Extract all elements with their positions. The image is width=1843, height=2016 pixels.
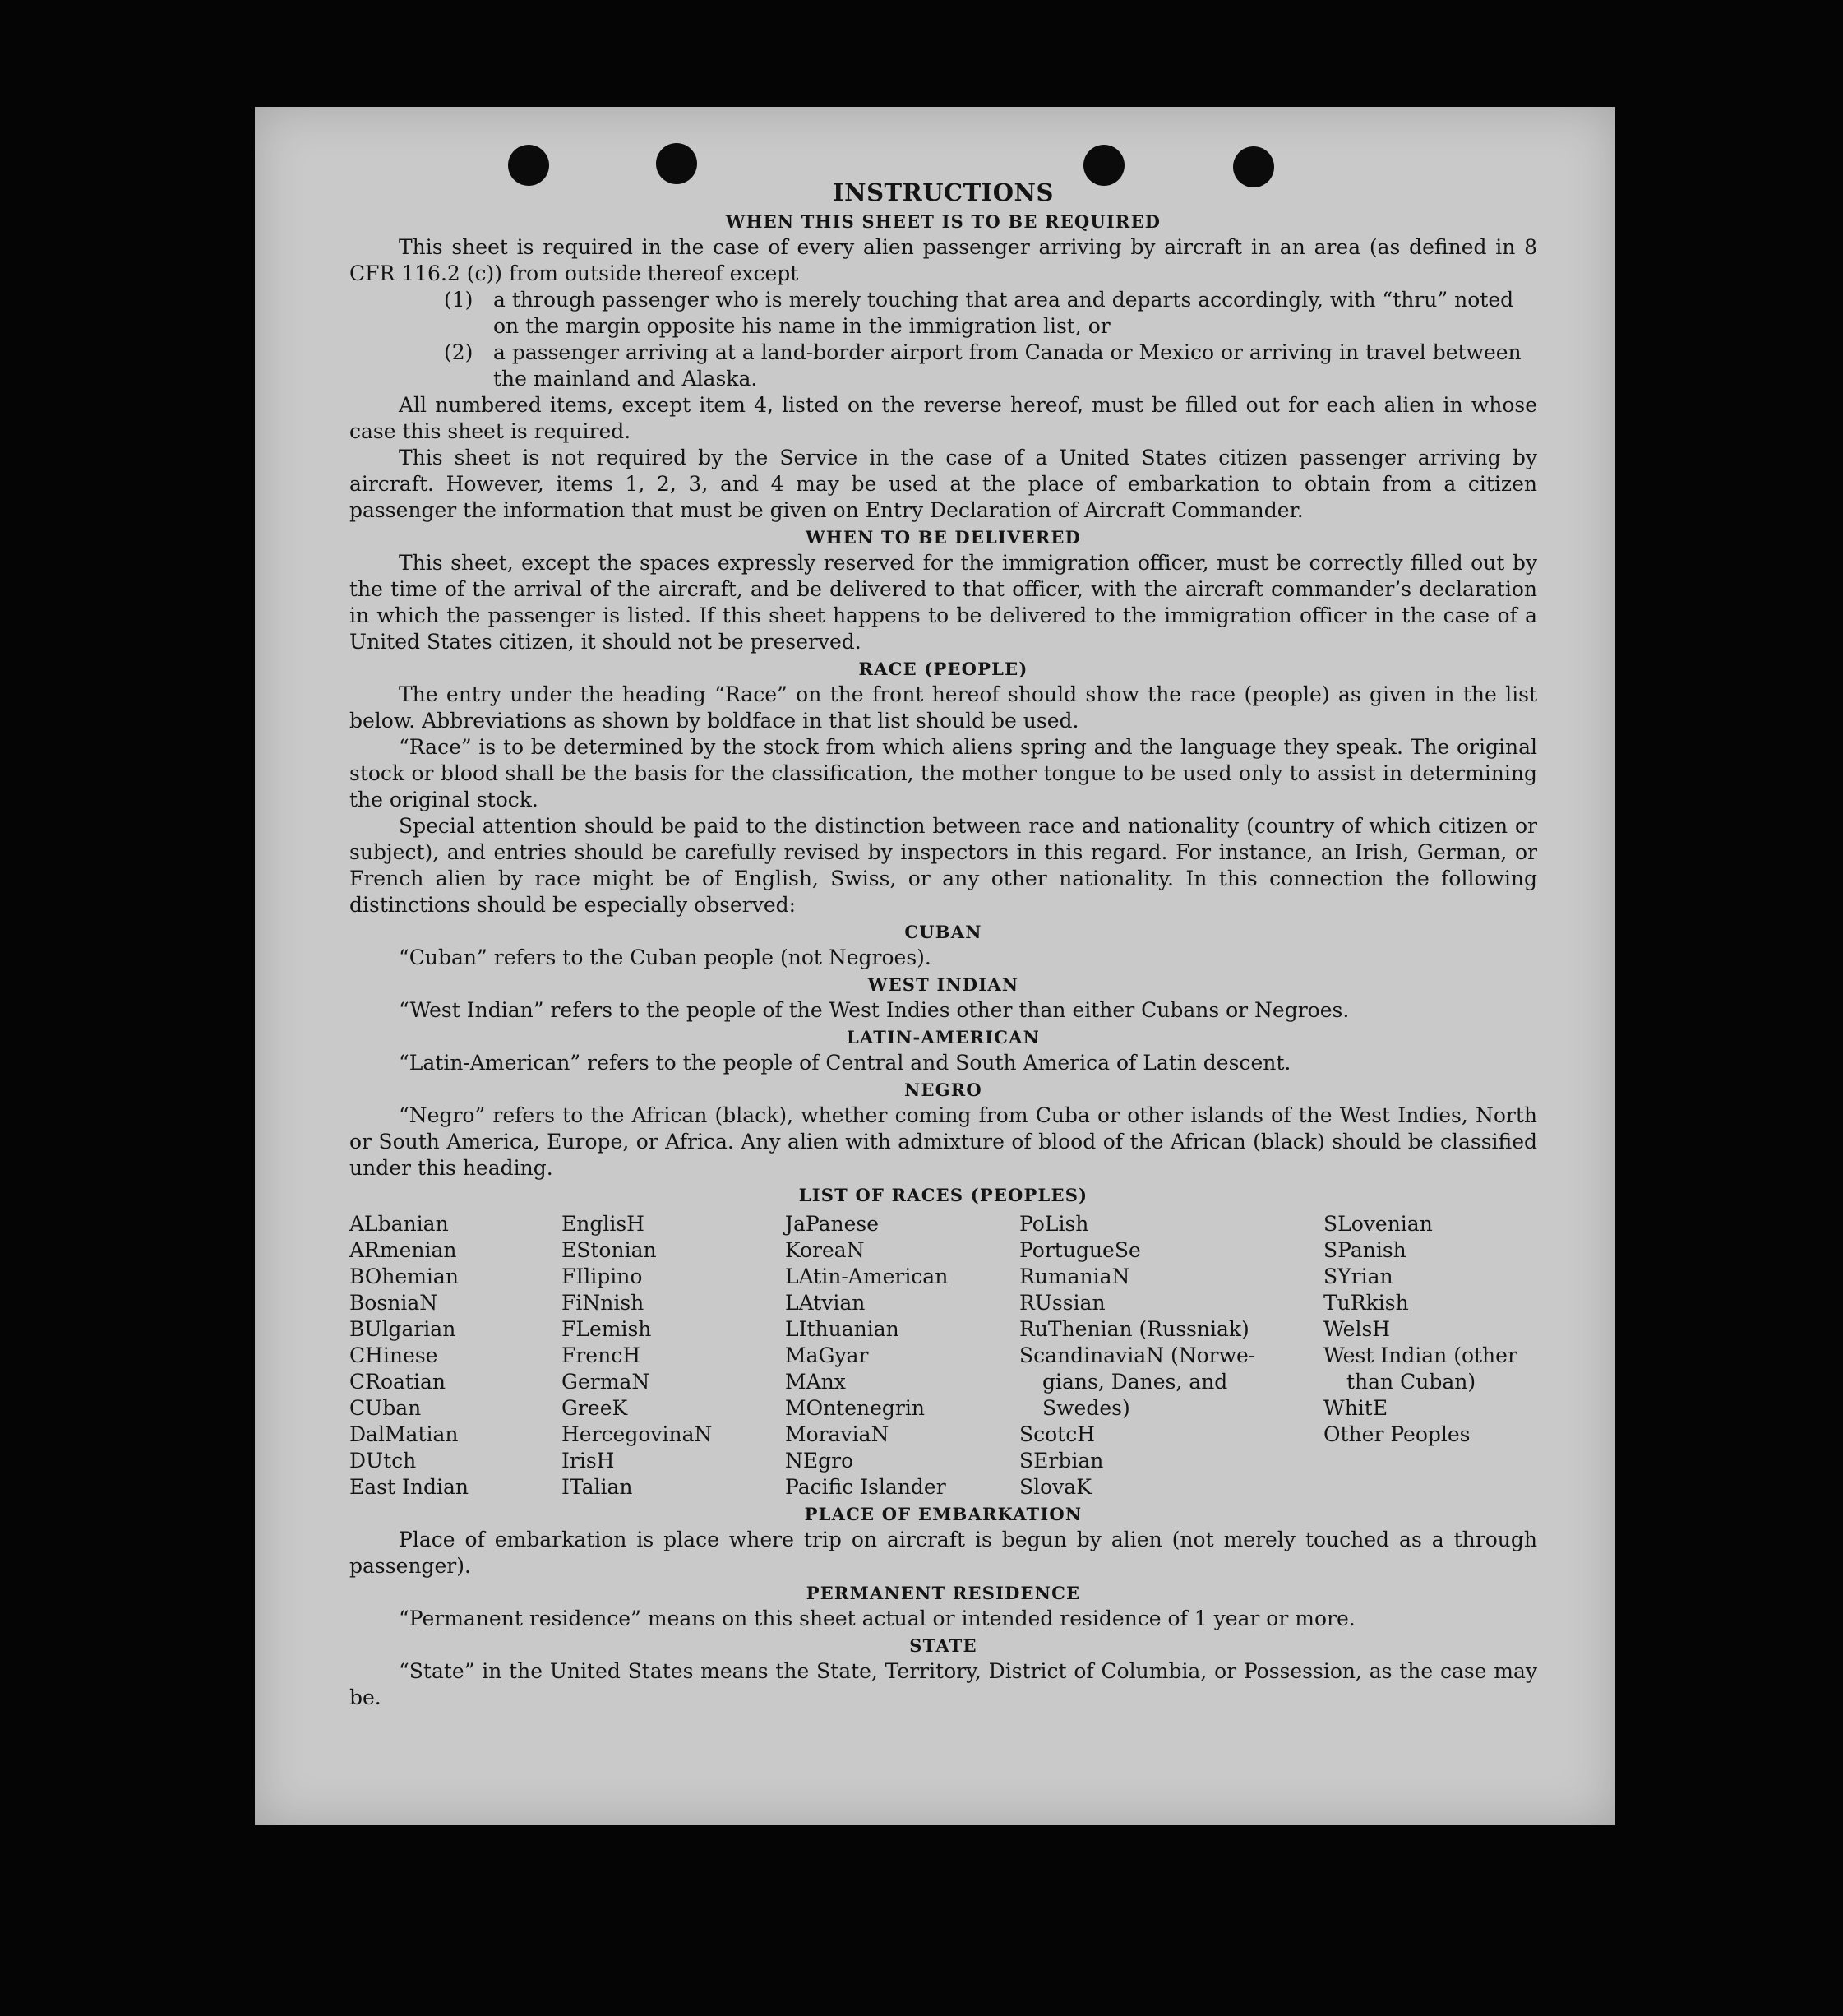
race-entry: SPanish <box>1323 1238 1406 1262</box>
cuban-text: “Cuban” refers to the Cuban people (not Negroes). <box>399 946 931 969</box>
races-list <box>349 1211 1537 1500</box>
race-entry: RuThenian (Russniak) <box>1019 1317 1249 1341</box>
race-entry: SlovaK <box>1019 1475 1092 1499</box>
races-column-1 <box>349 1211 561 1500</box>
race-entry: FiNnish <box>561 1291 644 1315</box>
race-entry: IrisH <box>561 1449 615 1473</box>
race-entry: East Indian <box>349 1475 469 1499</box>
race-entry: DalMatian <box>349 1422 459 1446</box>
race-entry: JaPanese <box>785 1212 880 1236</box>
race-entry: RUssian <box>1019 1291 1106 1315</box>
race-entry: ARmenian <box>349 1238 457 1262</box>
race-entry: PortugueSe <box>1019 1238 1141 1262</box>
race-entry: MoraviaN <box>785 1422 889 1446</box>
race-entry: ALbanian <box>349 1212 449 1236</box>
race-entry: SErbian <box>1019 1449 1104 1473</box>
latin-american-text: “Latin-American” refers to the people of Central and South America of Latin descent. <box>399 1051 1291 1075</box>
race-entry: BUlgarian <box>349 1317 456 1341</box>
race-entry: Other Peoples <box>1323 1422 1471 1446</box>
race-entry: MaGyar <box>785 1343 869 1367</box>
race-entry: NEgro <box>785 1449 854 1473</box>
exception-item-2 <box>349 340 1537 392</box>
race-entry-west-indian-cont: than Cuban) <box>1346 1370 1476 1394</box>
race-entry: GreeK <box>561 1396 628 1420</box>
race-entry: SLovenian <box>1323 1212 1433 1236</box>
page-title: INSTRUCTIONS <box>833 178 1054 206</box>
state-text: “State” in the United States means the State, Territory, District of Columbia, or Possession, as the case may be. <box>349 1659 1537 1709</box>
race-entry: LIthuanian <box>785 1317 899 1341</box>
race-entry: BosniaN <box>349 1291 438 1315</box>
residence-text: “Permanent residence” means on this sheet actual or intended residence of 1 year or more. <box>399 1607 1356 1630</box>
race-entry: LAtvian <box>785 1291 866 1315</box>
heading-required: WHEN THIS SHEET IS TO BE REQUIRED <box>725 211 1162 232</box>
race-entry: BOhemian <box>349 1265 459 1288</box>
heading-list-of-races: LIST OF RACES (PEOPLES) <box>798 1185 1088 1205</box>
race-entry: FLemish <box>561 1317 652 1341</box>
exception-number: (2) <box>444 340 473 364</box>
heading-west-indian: WEST INDIAN <box>867 974 1019 995</box>
heading-state: STATE <box>909 1635 977 1656</box>
exception-text: a passenger arriving at a land-border airport from Canada or Mexico or arriving in travel between the mainland and Alaska. <box>493 340 1522 391</box>
heading-cuban: CUBAN <box>904 922 982 942</box>
race-entry: ITalian <box>561 1475 633 1499</box>
race-entry-west-indian: West Indian (other <box>1323 1343 1517 1367</box>
race-entry-scandinavian-cont: gians, Danes, and <box>1042 1370 1228 1394</box>
race-entry: CUban <box>349 1396 422 1420</box>
race-entry: WelsH <box>1323 1317 1391 1341</box>
races-column-5 <box>1323 1211 1537 1500</box>
heading-latin-american: LATIN-AMERICAN <box>846 1027 1041 1047</box>
required-paragraph-1: This sheet is required in the case of every alien passenger arriving by aircraft in an area (as defined in 8 CFR 116.2 (c)) from outside thereof except <box>349 235 1537 285</box>
race-entry: KoreaN <box>785 1238 865 1262</box>
race-entry: LAtin-American <box>785 1265 949 1288</box>
race-entry: RumaniaN <box>1019 1265 1130 1288</box>
race-entry: DUtch <box>349 1449 417 1473</box>
race-entry: HercegovinaN <box>561 1422 713 1446</box>
race-entry: WhitE <box>1323 1396 1388 1420</box>
race-entry: CHinese <box>349 1343 438 1367</box>
race-paragraph-1: The entry under the heading “Race” on the front hereof should show the race (people) as given in the list below. Abbreviations as shown by boldface in that list should be used. <box>349 682 1537 733</box>
exception-text: a through passenger who is merely touching that area and departs accordingly, with “thru” noted on the margin opposite his name in the immigration list, or <box>493 288 1514 338</box>
instructions-content <box>349 177 1537 1711</box>
race-entry: ScotcH <box>1019 1422 1096 1446</box>
negro-text: “Negro” refers to the African (black), whether coming from Cuba or other islands of the West Indies, North or South America, Europe, or Africa. Any alien with admixture of blood of the African (black) should be classified under this heading. <box>349 1103 1537 1180</box>
races-column-4 <box>1019 1211 1323 1500</box>
race-paragraph-3: Special attention should be paid to the distinction between race and nationality (country of which citizen or subject), and entries should be carefully revised by inspectors in this regard. For instance, an Irish, German, or French alien by race might be of English, Swiss, or any other nationality. In this connection the following distinctions should be especially observed: <box>349 814 1537 917</box>
race-entry: PoLish <box>1019 1212 1089 1236</box>
heading-embarkation: PLACE OF EMBARKATION <box>804 1504 1083 1524</box>
race-entry: SYrian <box>1323 1265 1393 1288</box>
west-indian-text: “West Indian” refers to the people of the West Indies other than either Cubans or Negroes. <box>399 998 1350 1022</box>
race-entry: FrencH <box>561 1343 640 1367</box>
race-entry: CRoatian <box>349 1370 446 1394</box>
heading-permanent-residence: PERMANENT RESIDENCE <box>806 1583 1081 1603</box>
race-entry-scandinavian-cont: Swedes) <box>1042 1396 1130 1420</box>
heading-negro: NEGRO <box>904 1080 982 1100</box>
race-paragraph-2: “Race” is to be determined by the stock from which aliens spring and the language they speak. The original stock or blood shall be the basis for the classification, the mother tongue to be used only to assist in determining the original stock. <box>349 735 1537 811</box>
races-column-3 <box>785 1211 1019 1500</box>
races-column-2 <box>561 1211 785 1500</box>
race-entry: MAnx <box>785 1370 846 1394</box>
required-paragraph-2: All numbered items, except item 4, listed on the reverse hereof, must be filled out for each alien in whose case this sheet is required. <box>349 393 1537 443</box>
embarkation-text: Place of embarkation is place where trip on aircraft is begun by alien (not merely touched as a through passenger). <box>349 1528 1537 1578</box>
delivered-paragraph: This sheet, except the spaces expressly reserved for the immigration officer, must be correctly filled out by the time of the arrival of the aircraft, and be delivered to that officer, with the aircraft commander’s declaration in which the passenger is listed. If this sheet happens to be delivered to the immigration officer in the case of a United States citizen, it should not be preserved. <box>349 551 1537 654</box>
exception-number: (1) <box>444 288 473 312</box>
race-entry: EnglisH <box>561 1212 644 1236</box>
exception-item-1 <box>349 287 1537 340</box>
race-entry-scandinavian: ScandinaviaN (Norwe- <box>1019 1343 1256 1367</box>
race-entry: Pacific Islander <box>785 1475 946 1499</box>
race-entry: TuRkish <box>1323 1291 1409 1315</box>
required-paragraph-3: This sheet is not required by the Service in the case of a United States citizen passenger arriving by aircraft. However, items 1, 2, 3, and 4 may be used at the place of embarkation to obtain from a citizen passenger the information that must be given on Entry Declaration of Aircraft Commander. <box>349 446 1537 522</box>
document-sheet <box>255 107 1615 1825</box>
race-entry: FIlipino <box>561 1265 643 1288</box>
heading-delivered: WHEN TO BE DELIVERED <box>805 527 1081 548</box>
race-entry: GermaN <box>561 1370 650 1394</box>
race-entry: EStonian <box>561 1238 657 1262</box>
race-entry: MOntenegrin <box>785 1396 925 1420</box>
heading-race: RACE (PEOPLE) <box>858 659 1028 679</box>
